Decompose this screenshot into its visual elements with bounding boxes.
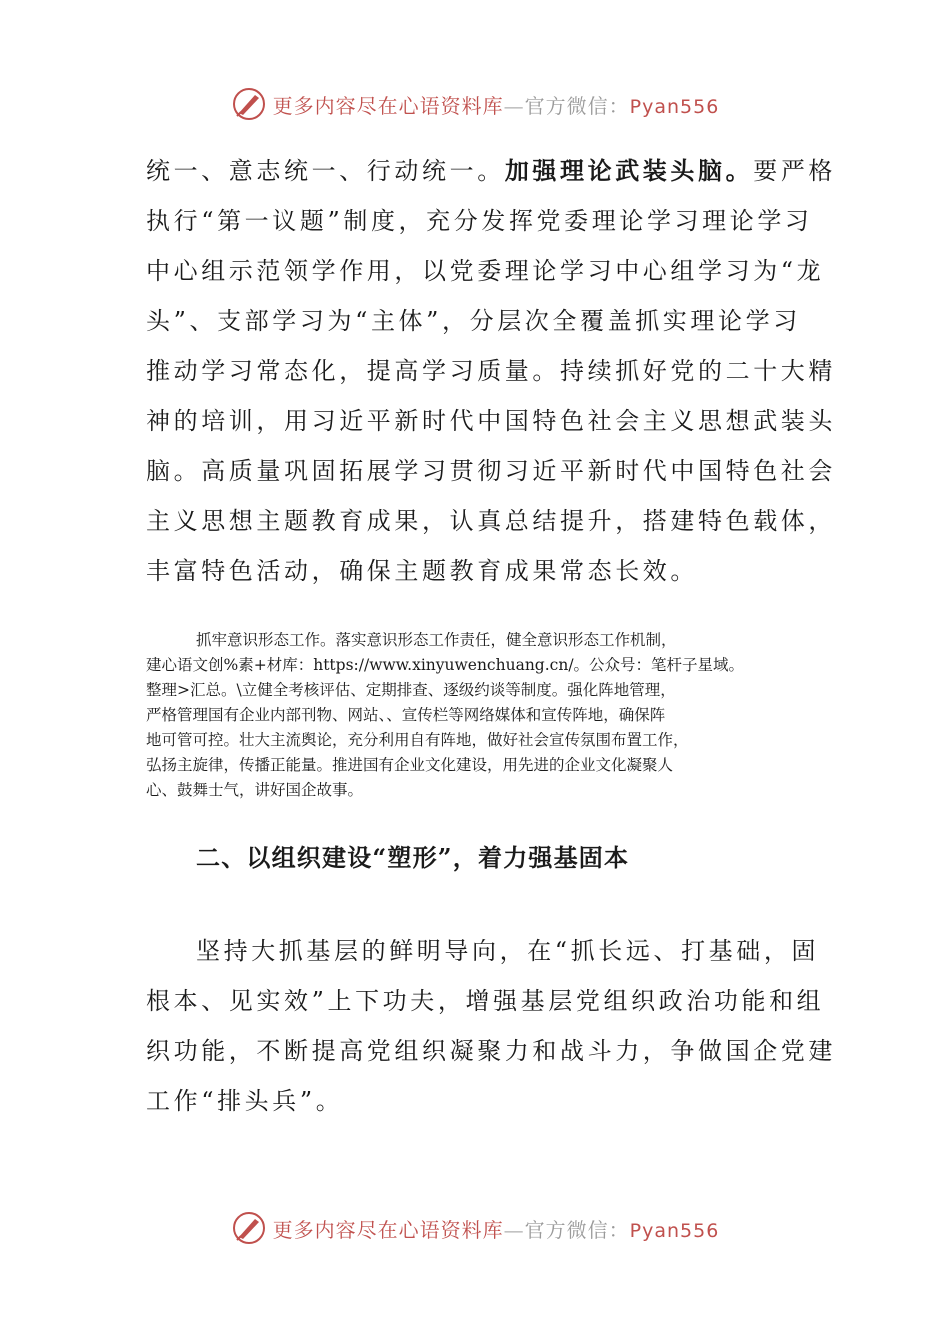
p1-line-1 [146,146,837,196]
p2-line-4: 严格管理国有企业内部刊物、网站、、宣传栏等网络媒体和宣传阵地，确保阵 [146,706,666,724]
pen-logo-icon [231,86,267,122]
banner-text [273,90,720,119]
p1-line-1a: 统一、意志统一、行动统一。 [146,157,505,185]
p2-line-5: 地可管可控。壮大主流舆论，充分利用自有阵地，做好社会宣传氛围布置工作， [146,731,689,749]
banner-wechat: Pyan556 [629,95,720,118]
p3-line-3: 织功能，不断提高党组织凝聚力和战斗力，争做国企党建 [146,1037,836,1065]
banner-text [273,1214,720,1243]
p1-line-8: 主义思想主题教育成果，认真总结提升，搭建特色载体， [146,507,836,535]
p3-line-2: 根本、见实效”上下功夫，增强基层党组织政治功能和组 [146,987,825,1015]
p2-line-7: 心、鼓舞士气，讲好国企故事。 [146,781,364,799]
p1-line-7: 脑。高质量巩固拓展学习贯彻习近平新时代中国特色社会 [146,457,836,485]
banner-main: 更多内容尽在心语资料库 [272,93,504,118]
pen-logo-icon [231,1210,267,1246]
p1-line-3: 中心组示范领学作用，以党委理论学习中心组学习为“龙 [146,257,825,285]
p1-line-2: 执行“第一议题”制度，充分发挥党委理论学习理论学习 [146,207,813,235]
p2-line-1: 抓牢意识形态工作。落实意识形态工作责任，健全意识形态工作机制， [196,631,677,649]
p2-line-6: 弘扬主旋律，传播正能量。推进国有企业文化建设，用先进的企业文化凝聚人 [146,756,674,774]
paragraph-1 [146,146,837,596]
banner-separator: — [503,1217,525,1242]
p1-line-1c: 要严格 [753,157,837,185]
banner-label: 官方微信： [524,1217,630,1242]
p1-line-4: 头”、支部学习为“主体”，分层次全覆盖抓实理论学习 [146,307,801,335]
p3-line-1: 坚持大抓基层的鲜明导向，在“抓长远、打基础，固 [196,937,820,965]
paragraph-3 [146,926,836,1126]
banner-wechat: Pyan556 [629,1219,720,1242]
p1-line-6: 神的培训，用习近平新时代中国特色社会主义思想武装头 [146,407,836,435]
p3-line-4: 工作“排头兵”。 [146,1087,344,1115]
p1-bold-heading: 加强理论武装头脑。 [504,156,754,185]
banner-separator: — [503,93,525,118]
p1-line-9: 丰富特色活动，确保主题教育成果常态长效。 [146,557,698,585]
section-heading: 二、以组织建设“塑形”，着力强基固本 [196,843,630,872]
banner-label: 官方微信： [524,93,630,118]
p2-line-3: 整理>汇总。\立健全考核评估、定期排查、逐级约谈等制度。强化阵地管理， [146,681,676,699]
p2-line-2: 建心语文创%素+材库：https://www.xinyuwenchuang.cn/。公众号：笔杆子星域。 [146,656,745,674]
banner-main: 更多内容尽在心语资料库 [272,1217,504,1242]
header-banner [0,84,950,124]
paragraph-2 [146,628,826,803]
footer-banner [0,1208,950,1248]
p1-line-5: 推动学习常态化，提高学习质量。持续抓好党的二十大精 [146,357,836,385]
